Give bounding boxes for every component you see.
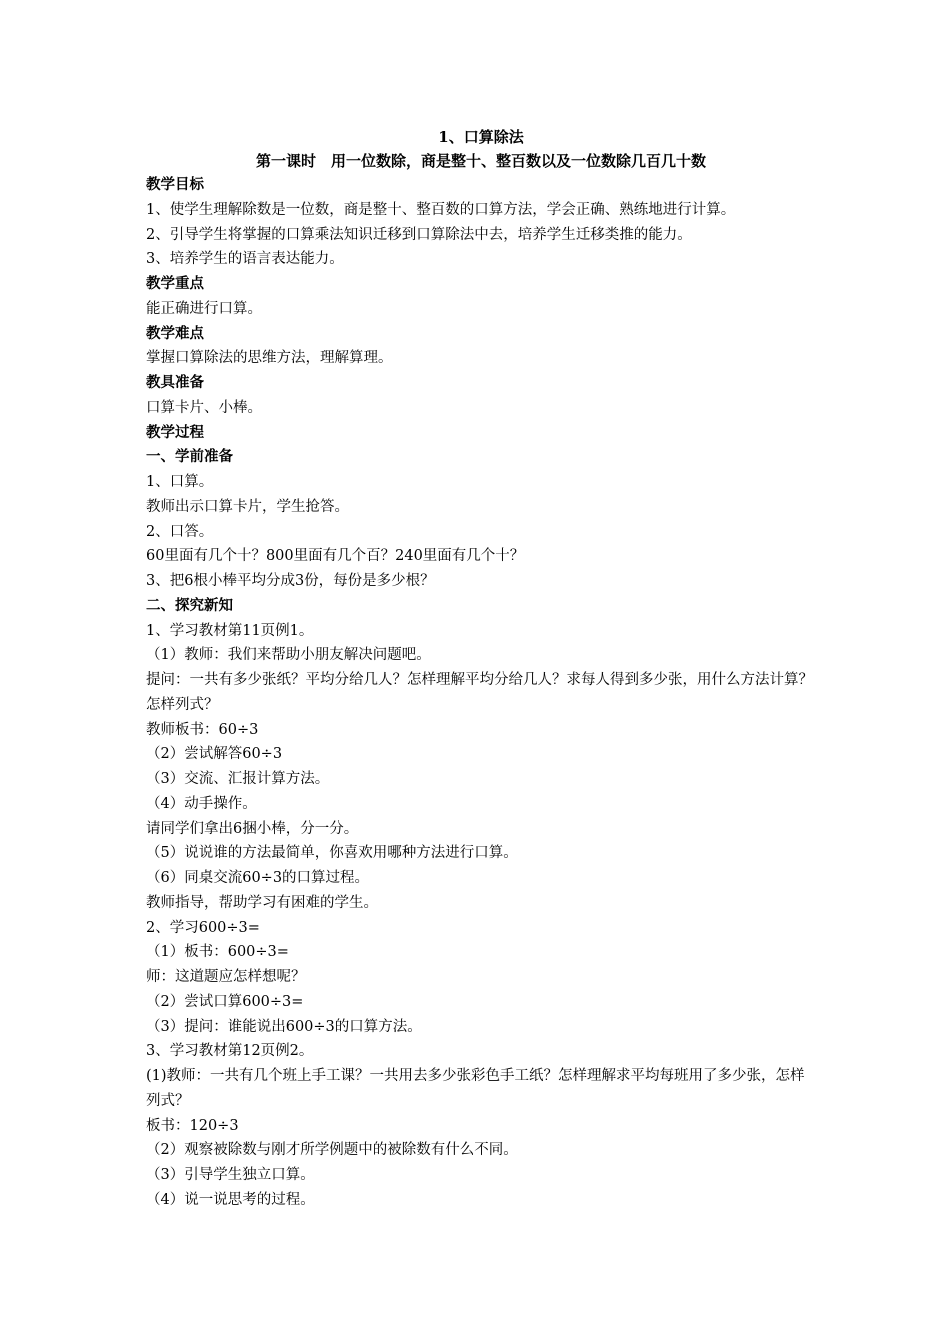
paragraph-line: 教师出示口算卡片，学生抢答。: [146, 498, 349, 515]
paragraph-line: 口算卡片、小棒。: [146, 399, 262, 416]
paragraph-line: 1、学习教材第11页例1。: [146, 622, 314, 639]
paragraph-line: （4）说一说思考的过程。: [146, 1191, 315, 1208]
section-heading: 教学难点: [146, 324, 204, 342]
section-heading: 教学目标: [146, 176, 204, 193]
paragraph-line: （4）动手操作。: [146, 795, 257, 812]
paragraph-line: （1）教师：我们来帮助小朋友解决问题吧。: [146, 647, 431, 664]
paragraph-line: 1、口算。: [146, 474, 214, 490]
paragraph-line: （2）尝试解答60÷3: [146, 746, 283, 763]
paragraph-line: 教师指导，帮助学习有困难的学生。: [146, 894, 378, 911]
section-heading: 教学重点: [146, 275, 204, 292]
paragraph-line: （2）观察被除数与刚才所学例题中的被除数有什么不同。: [146, 1142, 518, 1159]
paragraph-line: 教师板书：60÷3: [146, 721, 259, 738]
paragraph-line: (1)教师：一共有几个班上手工课？一共用去多少张彩色手工纸？怎样理解求平均每班用了多少张，怎样列式？: [146, 1068, 805, 1109]
paragraph-line: （1）板书：600÷3=: [146, 944, 289, 961]
paragraph-line: 掌握口算除法的思维方法，理解算理。: [146, 350, 393, 367]
paragraph-line: （6）同桌交流60÷3的口算过程。: [146, 870, 370, 886]
document-page: [146, 125, 816, 1213]
paragraph-line: （3）提问：谁能说出600÷3的口算方法。: [146, 1018, 422, 1035]
paragraph-line: 60里面有几个十？800里面有几个百？240里面有几个十？: [146, 548, 525, 565]
paragraph-line: （5）说说谁的方法最简单，你喜欢用哪种方法进行口算。: [146, 845, 518, 862]
paragraph-line: 3、培养学生的语言表达能力。: [146, 251, 344, 268]
paragraph-line: （3）交流、汇报计算方法。: [146, 771, 330, 787]
paragraph-line: （2）尝试口算600÷3=: [146, 993, 304, 1010]
paragraph-line: 师：这道题应怎样想呢？: [146, 969, 306, 985]
paragraph-line: 2、引导学生将掌握的口算乘法知识迁移到口算除法中去，培养学生迁移类推的能力。: [146, 226, 692, 243]
section-heading: 教具准备: [146, 374, 204, 391]
document-subtitle: 第一课时 用一位数除，商是整十、整百数以及一位数除几百几十数: [255, 152, 706, 170]
document-body: [146, 173, 816, 1213]
paragraph-line: 板书：120÷3: [146, 1117, 239, 1134]
paragraph-line: （3）引导学生独立口算。: [146, 1167, 315, 1183]
paragraph-line: 3、学习教材第12页例2。: [146, 1043, 314, 1060]
section-heading: 一、学前准备: [146, 448, 233, 466]
paragraph-line: 提问：一共有多少张纸？平均分给几人？怎样理解平均分给几人？求每人得到多少张，用什么方法计算？怎样列式？: [146, 672, 813, 713]
paragraph-line: 1、使学生理解除数是一位数，商是整十、整百数的口算方法，学会正确、熟练地进行计算。: [146, 201, 736, 218]
section-heading: 教学过程: [146, 423, 204, 441]
paragraph-line: 3、把6根小棒平均分成3份，每份是多少根？: [146, 573, 435, 589]
paragraph-line: 2、口答。: [146, 523, 214, 540]
paragraph-line: 请同学们拿出6捆小棒，分一分。: [146, 820, 359, 837]
document-title: 1、口算除法: [438, 128, 524, 146]
section-heading: 二、探究新知: [146, 596, 233, 614]
paragraph-line: 能正确进行口算。: [146, 300, 262, 317]
paragraph-line: 2、学习600÷3=: [146, 919, 260, 936]
